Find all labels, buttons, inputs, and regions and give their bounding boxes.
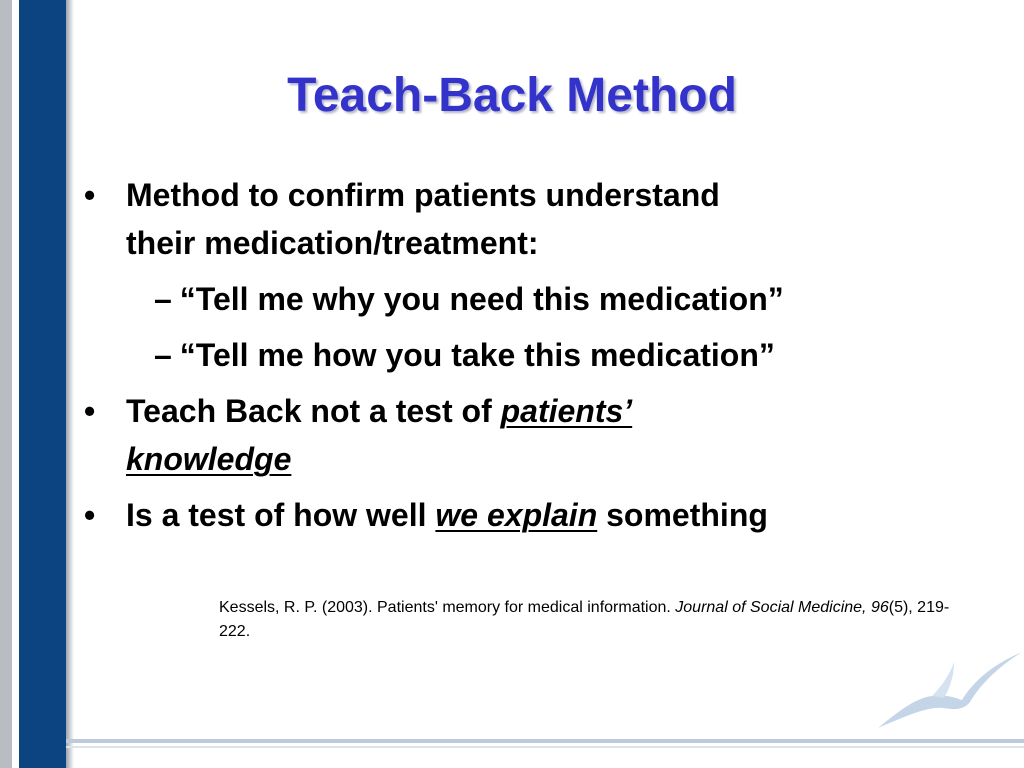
bullet-item [84, 387, 984, 483]
bullet-marker: • [84, 177, 96, 213]
bullet-marker: • [84, 497, 96, 533]
bullet-item [84, 491, 984, 539]
bullet-text: Is a test of how well [126, 497, 436, 533]
bullet-text: Method to confirm patients understand [126, 177, 720, 213]
emphasis-text: knowledge [126, 441, 292, 477]
sub-bullet-item [84, 331, 984, 379]
dash-marker: – [154, 337, 172, 373]
bottom-rule-thin [66, 746, 1024, 748]
emphasis-text: we explain [435, 497, 598, 533]
sub-bullet-text: “Tell me why you need this medication” [179, 281, 784, 317]
sub-bullet-item [84, 275, 984, 323]
bullet-text: Teach Back not a test of [126, 393, 501, 429]
dash-marker: – [154, 281, 172, 317]
slide-title: Teach-Back Method [287, 69, 737, 122]
emphasis-text: patients’ [500, 393, 633, 429]
bullet-marker: • [84, 393, 96, 429]
seagull-logo [870, 640, 1024, 735]
citation-journal: Journal of Social Medicine, 96 [675, 599, 889, 616]
citation [219, 596, 959, 644]
sub-bullet-text: “Tell me how you take this medication” [179, 337, 775, 373]
bottom-rule [66, 739, 1024, 743]
bullet-text: something [597, 497, 768, 533]
bullet-text: their medication/treatment: [126, 225, 539, 261]
citation-issue: (5), 219-222. [219, 599, 950, 640]
bullet-item [84, 171, 984, 267]
bullet-list [84, 171, 984, 539]
citation-authors: Kessels, R. P. (2003). Patients' memory for medical information. [219, 599, 676, 616]
